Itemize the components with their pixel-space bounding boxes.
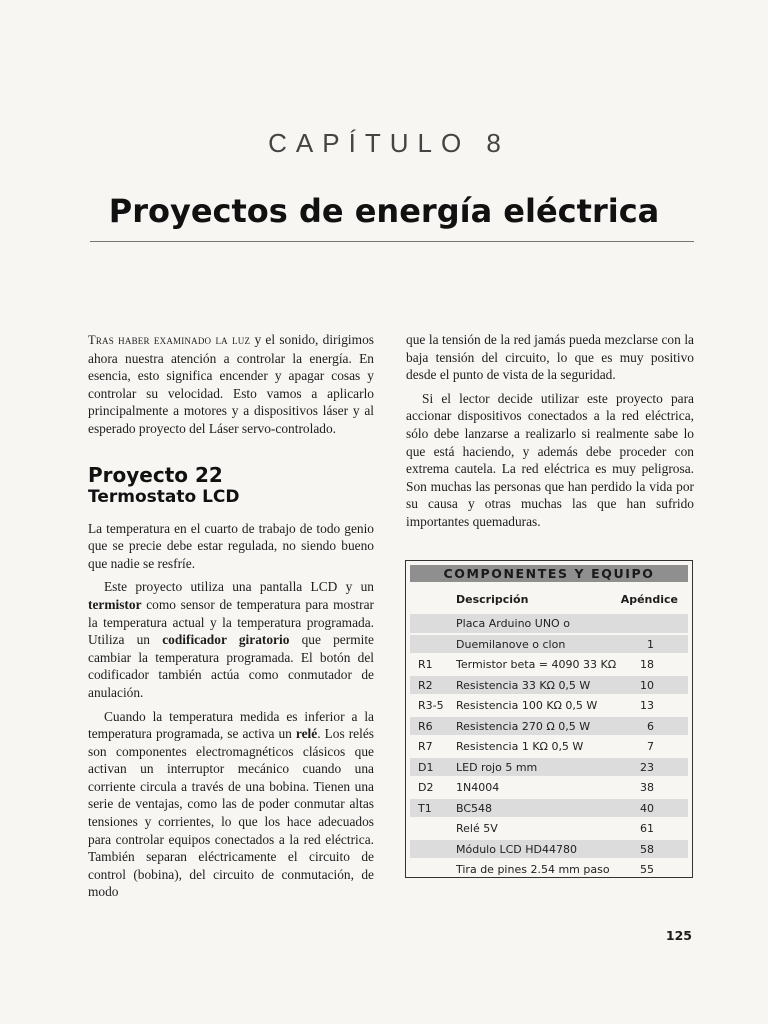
intro-paragraph <box>88 331 374 438</box>
left-column <box>88 331 374 907</box>
row-description: Resistencia 1 KΩ 0,5 W <box>456 740 584 753</box>
column-appendix: Apéndice <box>620 593 678 606</box>
row-description: LED rojo 5 mm <box>456 760 538 774</box>
text-span: como sensor de temperatura para mostrar la temperatura actual y la temperatura programada. Utiliza un <box>88 596 374 648</box>
row-description: 1N4004 <box>456 781 500 794</box>
chapter-label: CAPÍTULO 8 <box>268 128 510 158</box>
row-description: Módulo LCD HD44780 <box>456 842 577 856</box>
row-ref: R6 <box>418 719 433 733</box>
row-description: Duemilanove o clon <box>456 637 566 651</box>
table-row <box>406 736 692 757</box>
project-heading: Proyecto 22 <box>88 462 223 487</box>
row-appendix: 7 <box>647 740 654 753</box>
table-row <box>406 798 692 819</box>
table-row <box>406 716 692 737</box>
components-table <box>405 560 693 878</box>
components-table-columns <box>406 586 692 608</box>
paragraph-warning: Si el lector decide utilizar este proyecto para accionar dispositivos conectados a la red eléctrica, sólo debe lanzarse a realizarlo si realmente sabe lo que está haciendo, y además debe proceder con extrema cautela. La red eléctrica es muy peligrosa. Son muchas las personas que han perdido la vida por su causa y otras muchas las que han sufrido importantes quemaduras. <box>406 390 694 529</box>
row-appendix: 40 <box>640 801 654 815</box>
paragraph-project-description <box>88 578 374 701</box>
bold-codificador: codificador giratorio <box>162 632 290 648</box>
row-appendix: 13 <box>640 699 654 712</box>
row-description: Tira de pines 2.54 mm paso <box>456 863 610 876</box>
row-ref: D2 <box>418 781 434 794</box>
text-span: . Los relés son componentes electromagnéticos clásicos que activan un interruptor mecánico cuando una corriente circula a través de una bobina. Tienen una serie de ventajas, como las de poder conmutar altas tensiones y corrientes, lo que los hace adecuados para controlar equipos conectados a la red eléctrica. También separan eléctricamente el circuito de control (bobina), del circuito de conmutación, de modo <box>88 726 374 900</box>
row-ref: R7 <box>418 740 433 753</box>
table-row <box>406 839 692 860</box>
text-span: Cuando la temperatura medida es inferior a la temperatura programada, se activa un <box>88 708 374 742</box>
column-description: Descripción <box>456 593 529 606</box>
table-row <box>406 695 692 716</box>
project-subtitle: Termostato LCD <box>88 486 240 507</box>
row-ref: T1 <box>418 801 432 815</box>
row-description: Resistencia 270 Ω 0,5 W <box>456 719 591 733</box>
row-appendix: 10 <box>640 678 654 692</box>
table-row <box>406 654 692 675</box>
table-row <box>406 634 692 655</box>
row-appendix: 6 <box>647 719 654 733</box>
bold-rele: relé <box>295 726 318 742</box>
row-appendix: 38 <box>640 781 654 794</box>
components-table-title: COMPONENTES Y EQUIPO <box>410 565 688 582</box>
row-appendix: 18 <box>640 658 654 671</box>
paragraph-rele <box>88 708 374 902</box>
row-ref: R1 <box>418 658 433 671</box>
row-appendix: 55 <box>640 863 654 876</box>
row-appendix: 23 <box>640 760 654 774</box>
text-span: que permite cambiar la temperatura programada. El botón del codificador también actúa como conmutador de anulación. <box>88 632 374 700</box>
row-description: Resistencia 100 KΩ 0,5 W <box>456 699 598 712</box>
table-row <box>406 757 692 778</box>
table-row <box>406 675 692 696</box>
row-description: BC548 <box>456 801 493 815</box>
row-appendix: 1 <box>647 637 654 651</box>
chapter-title: Proyectos de energía eléctrica <box>108 192 660 230</box>
table-row <box>406 818 692 839</box>
table-row <box>406 613 692 634</box>
row-ref: D1 <box>418 760 434 774</box>
intro-text: y el sonido, dirigimos ahora nuestra atención a controlar la energía. En esencia, esto significa encender y apagar cosas y controlar su velocidad. Esto vamos a aplicarlo principalmente a motores y a dispositivos láser y al esperado proyecto del Láser servo-controlado. <box>88 332 374 436</box>
row-description: Resistencia 33 KΩ 0,5 W <box>456 678 591 692</box>
row-appendix: 58 <box>640 842 654 856</box>
paragraph-safety: que la tensión de la red jamás pueda mezclarse con la baja tensión del circuito, lo que es muy positivo desde el punto de vista de la seguridad. <box>406 332 694 383</box>
page-number: 125 <box>665 928 692 943</box>
table-row <box>406 859 692 880</box>
row-description: Relé 5V <box>456 822 498 835</box>
row-description: Placa Arduino UNO o <box>456 617 570 630</box>
row-description: Termistor beta = 4090 33 KΩ <box>456 658 617 671</box>
row-appendix: 61 <box>640 822 654 835</box>
text-span: Este proyecto utiliza una pantalla LCD y un <box>104 579 374 595</box>
intro-smallcaps: Tras haber examinado la luz <box>88 333 251 347</box>
table-row <box>406 777 692 798</box>
bold-termistor: termistor <box>88 596 142 612</box>
row-ref: R2 <box>418 678 433 692</box>
right-column <box>406 331 694 537</box>
paragraph-temperature: La temperatura en el cuarto de trabajo de todo genio que se precie debe estar regulada, no siendo bueno que nadie se resfríe. <box>88 520 374 571</box>
components-table-rows <box>406 613 692 880</box>
row-ref: R3-5 <box>418 699 444 712</box>
title-divider <box>90 241 694 242</box>
